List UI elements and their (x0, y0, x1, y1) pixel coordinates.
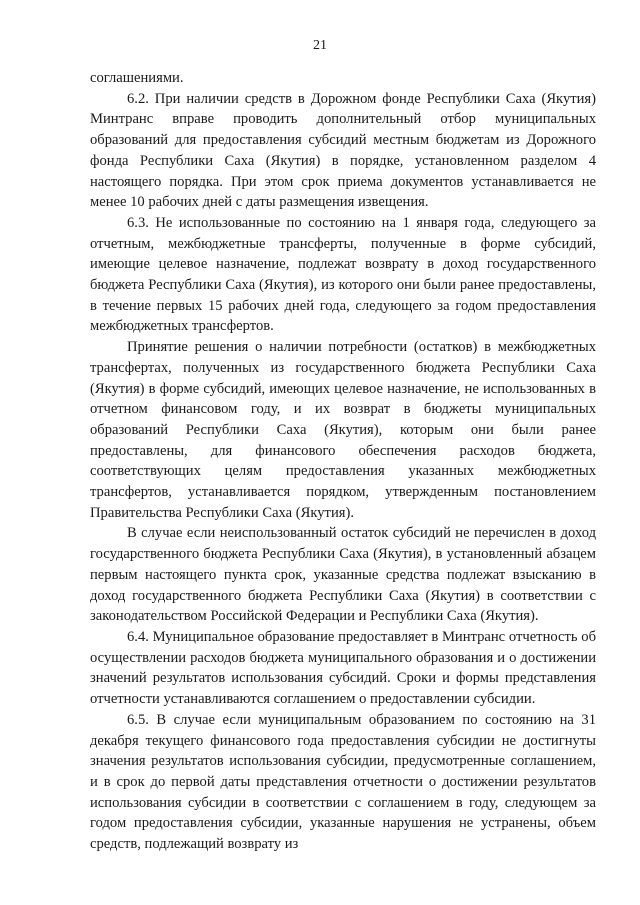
paragraph-decision-remainders: Принятие решения о наличии потребности (остатков) в межбюджетных трансфертах, полученных из государственного бюджета Республики Саха (Якутия) в форме субсидий, имеющих целевое назначение, не использованных в отчетном финансовом году, и их возврат в бюджеты муниципальных образований Республики Саха (Якутия), которым они были ранее предоставлены, для финансового обеспечения расходов бюджета, соответствующих целям предоставления указанных межбюджетных трансфертов, устанавливается порядком, утвержденным постановлением Правительства Республики Саха (Якутия). (90, 339, 596, 521)
page-number: 21 (313, 38, 327, 53)
paragraph-continuation: соглашениями. (90, 70, 184, 86)
paragraph-unreturned-balance: В случае если неиспользованный остаток субсидий не перечислен в доход государственного бюджета Республики Саха (Якутия), в установленный абзацем первым настоящего пункта срок, указанные средства подлежат взысканию в доход государственного бюджета Республики Саха (Якутия) в соответствии с законодательством Российской Федерации и Республики Саха (Якутия). (90, 525, 596, 625)
paragraph-6-5: 6.5. В случае если муниципальным образованием по состоянию на 31 декабря текущего финансового года предоставления субсидии не достигнуты значения результатов использования субсидии, предусмотренные соглашением, и в срок до первой даты представления отчетности о достижении результатов использования субсидии в соответствии с соглашением в году, следующем за годом предоставления субсидии, указанные нарушения не устранены, объем средств, подлежащий возврату из (90, 711, 596, 853)
paragraph-6-2: 6.2. При наличии средств в Дорожном фонде Республики Саха (Якутия) Минтранс вправе проводить дополнительный отбор муниципальных образований для предоставления субсидий местным бюджетам из Дорожного фонда Республики Саха (Якутия) в порядке, установленном разделом 4 настоящего порядка. При этом срок приема документов устанавливается не менее 10 рабочих дней с даты размещения извещения. (90, 90, 596, 211)
paragraph-6-3: 6.3. Не использованные по состоянию на 1 января года, следующего за отчетным, межбюджетные трансферты, полученные в форме субсидий, имеющие целевое назначение, подлежат возврату в доход государственного бюджета Республики Саха (Якутия), из которого они были ранее предоставлены, в течение первых 15 рабочих дней года, следующего за годом предоставления межбюджетных трансфертов. (90, 214, 596, 335)
document-body (90, 68, 596, 855)
paragraph-6-4: 6.4. Муниципальное образование предоставляет в Минтранс отчетность об осуществлении расходов бюджета муниципального образования и о достижении значений результатов использования субсидий. Сроки и формы представления отчетности устанавливаются соглашением о предоставлении субсидии. (90, 628, 596, 708)
